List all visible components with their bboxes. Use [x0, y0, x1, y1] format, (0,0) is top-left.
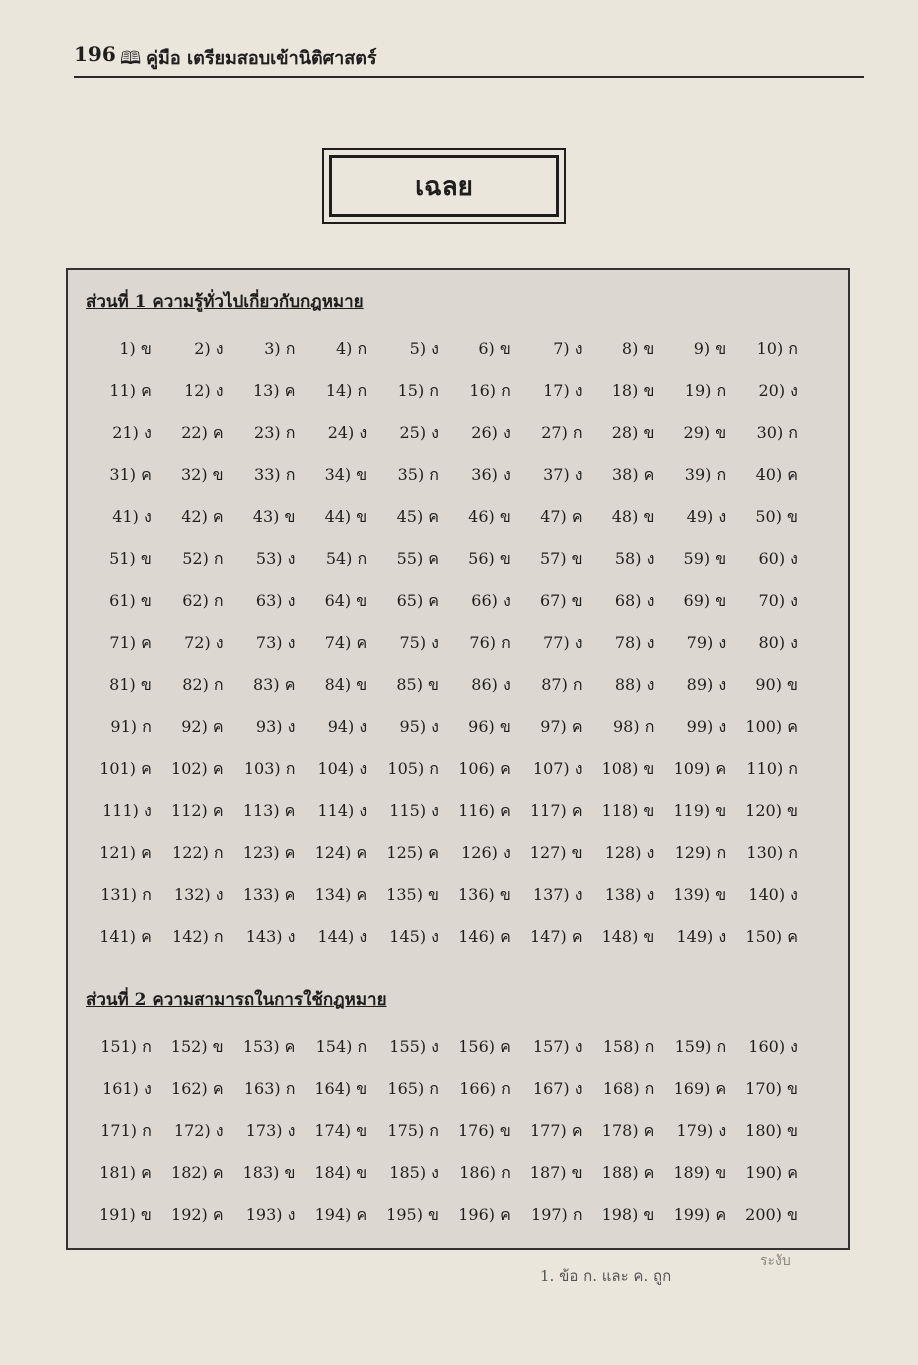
answer-item: 118) ข — [601, 800, 655, 820]
answer-item: 97) ค — [540, 716, 583, 736]
answer-item: 142) ก — [172, 926, 224, 946]
answer-item: 81) ข — [109, 674, 152, 694]
footer-fragment-bottom: 1. ข้อ ก. และ ค. ถูก — [540, 1267, 672, 1285]
answer-item: 55) ค — [396, 548, 439, 568]
answer-item: 11) ค — [109, 380, 152, 400]
answer-item: 24) ง — [327, 422, 368, 442]
answer-item: 56) ข — [468, 548, 511, 568]
answer-row — [80, 622, 798, 664]
answer-item: 191) ข — [98, 1204, 152, 1224]
answer-item: 156) ค — [458, 1036, 511, 1056]
answer-item: 92) ค — [181, 716, 224, 736]
answer-item: 165) ก — [387, 1078, 439, 1098]
answer-item: 26) ง — [471, 422, 511, 442]
answer-item: 67) ข — [539, 590, 583, 610]
answer-item: 166) ก — [459, 1078, 511, 1098]
answer-item: 150) ค — [745, 926, 798, 946]
answer-item: 104) ง — [317, 758, 368, 778]
answer-item: 64) ข — [324, 590, 368, 610]
answer-item: 140) ง — [748, 884, 798, 904]
answer-item: 178) ค — [601, 1120, 655, 1140]
answer-item: 127) ข — [529, 842, 583, 862]
answer-item: 42) ค — [181, 506, 224, 526]
answer-item: 153) ค — [242, 1036, 296, 1056]
page-header — [74, 42, 864, 78]
answer-item: 147) ค — [530, 926, 583, 946]
answer-item: 175) ก — [387, 1120, 439, 1140]
answer-item: 61) ข — [109, 590, 152, 610]
answer-row — [80, 706, 798, 748]
answer-item: 33) ก — [254, 464, 296, 484]
answer-item: 72) ง — [184, 632, 224, 652]
answer-item: 120) ข — [745, 800, 798, 820]
answer-item: 122) ก — [172, 842, 224, 862]
answer-item: 172) ง — [173, 1120, 224, 1140]
book-icon: 🕮 — [120, 48, 142, 69]
answer-item: 132) ง — [173, 884, 224, 904]
answer-item: 181) ค — [99, 1162, 152, 1182]
answer-item: 89) ง — [686, 674, 727, 694]
answer-item: 100) ค — [745, 716, 798, 736]
answer-item: 30) ก — [756, 422, 798, 442]
answer-item: 45) ค — [396, 506, 439, 526]
answer-item: 198) ข — [601, 1204, 655, 1224]
answer-item: 159) ก — [674, 1036, 727, 1056]
answer-item: 103) ก — [243, 758, 296, 778]
answer-item: 171) ก — [100, 1120, 152, 1140]
answer-item: 146) ค — [458, 926, 511, 946]
answer-item: 32) ข — [180, 464, 224, 484]
answer-item: 8) ข — [621, 338, 655, 358]
answer-item: 197) ก — [531, 1204, 583, 1224]
answer-item: 27) ก — [541, 422, 583, 442]
answer-item: 164) ข — [314, 1078, 368, 1098]
answer-item: 84) ข — [324, 674, 368, 694]
answer-item: 134) ค — [314, 884, 368, 904]
answer-item: 38) ค — [611, 464, 655, 484]
answer-item: 163) ก — [243, 1078, 296, 1098]
answer-item: 39) ก — [684, 464, 727, 484]
answer-item: 117) ค — [530, 800, 583, 820]
answer-item: 62) ก — [182, 590, 224, 610]
answer-item: 180) ข — [745, 1120, 798, 1140]
answer-item: 79) ง — [686, 632, 727, 652]
answer-item: 46) ข — [468, 506, 511, 526]
answer-item: 149) ง — [676, 926, 727, 946]
answer-item: 82) ก — [182, 674, 224, 694]
answer-item: 105) ก — [387, 758, 439, 778]
answer-item: 128) ง — [604, 842, 655, 862]
answer-item: 16) ก — [469, 380, 511, 400]
answer-item: 135) ข — [386, 884, 439, 904]
answer-row — [80, 832, 798, 874]
answer-item: 121) ค — [99, 842, 152, 862]
answer-item: 83) ค — [253, 674, 296, 694]
answer-item: 143) ง — [245, 926, 296, 946]
answer-item: 50) ข — [755, 506, 798, 526]
answer-item: 60) ง — [758, 548, 798, 568]
answer-item: 76) ก — [469, 632, 511, 652]
answer-item: 151) ก — [100, 1036, 152, 1056]
answer-item: 112) ค — [171, 800, 224, 820]
answer-item: 196) ค — [458, 1204, 511, 1224]
answer-item: 19) ก — [684, 380, 727, 400]
answer-item: 119) ข — [673, 800, 727, 820]
answer-item: 47) ค — [540, 506, 583, 526]
answer-item: 195) ข — [386, 1204, 439, 1224]
answer-item: 108) ข — [601, 758, 655, 778]
answer-item: 190) ค — [745, 1162, 798, 1182]
answer-item: 75) ง — [399, 632, 439, 652]
answer-item: 125) ค — [386, 842, 439, 862]
answer-item: 66) ง — [471, 590, 511, 610]
answer-item: 44) ข — [324, 506, 368, 526]
answer-row — [80, 874, 798, 916]
answer-item: 101) ค — [99, 758, 152, 778]
answer-item: 77) ง — [543, 632, 583, 652]
answer-item: 37) ง — [543, 464, 583, 484]
answer-item: 51) ข — [109, 548, 152, 568]
answer-item: 1) ข — [119, 338, 152, 358]
answer-panel — [66, 268, 850, 1250]
answer-item: 107) ง — [532, 758, 583, 778]
answer-row — [80, 370, 798, 412]
answer-item: 58) ง — [614, 548, 655, 568]
answer-item: 59) ข — [683, 548, 727, 568]
answer-item: 88) ง — [614, 674, 655, 694]
answer-item: 157) ง — [532, 1036, 583, 1056]
answer-item: 15) ก — [397, 380, 439, 400]
answer-item: 80) ง — [758, 632, 798, 652]
answer-item: 176) ข — [457, 1120, 511, 1140]
answer-item: 29) ข — [683, 422, 727, 442]
answer-item: 25) ง — [399, 422, 439, 442]
answer-item: 49) ง — [686, 506, 727, 526]
answer-item: 3) ก — [264, 338, 296, 358]
answer-item: 167) ง — [532, 1078, 583, 1098]
answer-item: 138) ง — [604, 884, 655, 904]
answer-item: 155) ง — [389, 1036, 439, 1056]
answer-item: 43) ข — [252, 506, 296, 526]
answer-row — [80, 664, 798, 706]
answer-item: 65) ค — [396, 590, 439, 610]
answer-item: 57) ข — [539, 548, 583, 568]
answer-item: 23) ก — [254, 422, 296, 442]
answer-item: 68) ง — [614, 590, 655, 610]
answer-item: 91) ก — [110, 716, 152, 736]
answer-item: 173) ง — [245, 1120, 296, 1140]
answer-row — [80, 1152, 798, 1194]
answer-title: เฉลย — [329, 155, 559, 217]
answer-item: 148) ข — [601, 926, 655, 946]
answer-item: 199) ค — [673, 1204, 727, 1224]
answer-row — [80, 1194, 798, 1236]
answer-item: 137) ง — [532, 884, 583, 904]
answer-row — [80, 454, 798, 496]
answer-item: 109) ค — [673, 758, 727, 778]
answer-item: 17) ง — [543, 380, 583, 400]
answer-item: 187) ข — [529, 1162, 583, 1182]
answer-row — [80, 412, 798, 454]
answer-item: 4) ก — [335, 338, 368, 358]
answer-item: 94) ง — [327, 716, 368, 736]
answer-item: 113) ค — [242, 800, 296, 820]
answer-item: 69) ข — [683, 590, 727, 610]
answer-item: 7) ง — [553, 338, 583, 358]
answer-item: 102) ค — [171, 758, 224, 778]
answer-item: 177) ค — [530, 1120, 583, 1140]
answer-item: 174) ข — [314, 1120, 368, 1140]
answer-item: 36) ง — [471, 464, 511, 484]
section-1-answer-grid — [80, 328, 798, 958]
answer-item: 74) ค — [324, 632, 368, 652]
answer-item: 168) ก — [602, 1078, 655, 1098]
answer-item: 185) ง — [389, 1162, 439, 1182]
answer-item: 31) ค — [109, 464, 152, 484]
answer-row — [80, 496, 798, 538]
answer-item: 22) ค — [181, 422, 224, 442]
answer-item: 123) ค — [242, 842, 296, 862]
answer-item: 188) ค — [601, 1162, 655, 1182]
footer-fragment-right: ระงับ — [760, 1253, 791, 1269]
answer-item: 141) ค — [99, 926, 152, 946]
answer-item: 63) ง — [255, 590, 296, 610]
answer-item: 9) ข — [693, 338, 727, 358]
answer-row — [80, 1068, 798, 1110]
book-title: คู่มือ เตรียมสอบเข้านิติศาสตร์ — [146, 48, 377, 69]
answer-item: 96) ข — [468, 716, 511, 736]
answer-item: 54) ก — [325, 548, 368, 568]
answer-item: 126) ง — [461, 842, 511, 862]
answer-row — [80, 790, 798, 832]
answer-item: 111) ง — [102, 800, 152, 820]
answer-item: 115) ง — [389, 800, 439, 820]
answer-item: 52) ก — [182, 548, 224, 568]
answer-item: 99) ง — [686, 716, 727, 736]
answer-item: 193) ง — [245, 1204, 296, 1224]
answer-item: 184) ข — [314, 1162, 368, 1182]
answer-item: 41) ง — [112, 506, 152, 526]
answer-item: 130) ก — [746, 842, 798, 862]
answer-item: 6) ข — [478, 338, 511, 358]
answer-item: 152) ข — [170, 1036, 224, 1056]
answer-item: 98) ก — [613, 716, 655, 736]
section-2-answer-grid — [80, 1026, 798, 1236]
answer-item: 18) ข — [611, 380, 655, 400]
answer-item: 12) ง — [184, 380, 224, 400]
answer-item: 194) ค — [314, 1204, 368, 1224]
answer-item: 162) ค — [171, 1078, 224, 1098]
section-2-heading: ส่วนที่ 2 ความสามารถในการใช้กฎหมาย — [86, 990, 387, 1010]
answer-item: 144) ง — [317, 926, 368, 946]
answer-item: 13) ค — [253, 380, 296, 400]
answer-item: 14) ก — [325, 380, 368, 400]
answer-row — [80, 916, 798, 958]
answer-item: 145) ง — [389, 926, 439, 946]
answer-item: 124) ค — [314, 842, 368, 862]
answer-item: 106) ค — [458, 758, 511, 778]
answer-item: 73) ง — [255, 632, 296, 652]
answer-item: 78) ง — [614, 632, 655, 652]
answer-item: 136) ข — [457, 884, 511, 904]
answer-item: 158) ก — [602, 1036, 655, 1056]
answer-item: 160) ง — [748, 1036, 798, 1056]
answer-item: 129) ก — [674, 842, 727, 862]
answer-item: 110) ก — [746, 758, 798, 778]
answer-item: 71) ค — [109, 632, 152, 652]
answer-item: 34) ข — [324, 464, 368, 484]
answer-item: 183) ข — [242, 1162, 296, 1182]
answer-item: 116) ค — [458, 800, 511, 820]
answer-title-box — [322, 148, 566, 224]
answer-item: 70) ง — [758, 590, 798, 610]
answer-item: 87) ก — [541, 674, 583, 694]
answer-row — [80, 328, 798, 370]
answer-item: 154) ก — [315, 1036, 368, 1056]
answer-item: 182) ค — [171, 1162, 224, 1182]
answer-row — [80, 748, 798, 790]
answer-item: 5) ง — [409, 338, 439, 358]
answer-item: 90) ข — [755, 674, 798, 694]
answer-item: 179) ง — [676, 1120, 727, 1140]
answer-item: 161) ง — [102, 1078, 152, 1098]
answer-item: 40) ค — [755, 464, 798, 484]
answer-item: 21) ง — [112, 422, 152, 442]
answer-item: 189) ข — [673, 1162, 727, 1182]
page-number: 196 — [74, 42, 116, 66]
answer-item: 2) ง — [194, 338, 224, 358]
answer-item: 86) ง — [471, 674, 511, 694]
answer-item: 85) ข — [396, 674, 439, 694]
answer-item: 170) ข — [745, 1078, 798, 1098]
answer-item: 131) ก — [100, 884, 152, 904]
answer-row — [80, 580, 798, 622]
answer-item: 53) ง — [255, 548, 296, 568]
answer-item: 48) ข — [611, 506, 655, 526]
answer-item: 35) ก — [397, 464, 439, 484]
answer-row — [80, 1026, 798, 1068]
answer-row — [80, 538, 798, 580]
answer-item: 192) ค — [171, 1204, 224, 1224]
section-1-heading: ส่วนที่ 1 ความรู้ทั่วไปเกี่ยวกับกฎหมาย — [86, 292, 364, 312]
answer-item: 133) ค — [242, 884, 296, 904]
answer-item: 95) ง — [399, 716, 439, 736]
answer-item: 28) ข — [611, 422, 655, 442]
answer-item: 186) ก — [459, 1162, 511, 1182]
answer-item: 93) ง — [255, 716, 296, 736]
answer-row — [80, 1110, 798, 1152]
answer-item: 200) ข — [745, 1204, 798, 1224]
answer-item: 20) ง — [758, 380, 798, 400]
answer-item: 114) ง — [317, 800, 368, 820]
answer-item: 139) ข — [673, 884, 727, 904]
answer-item: 10) ก — [756, 338, 798, 358]
answer-item: 169) ค — [673, 1078, 727, 1098]
